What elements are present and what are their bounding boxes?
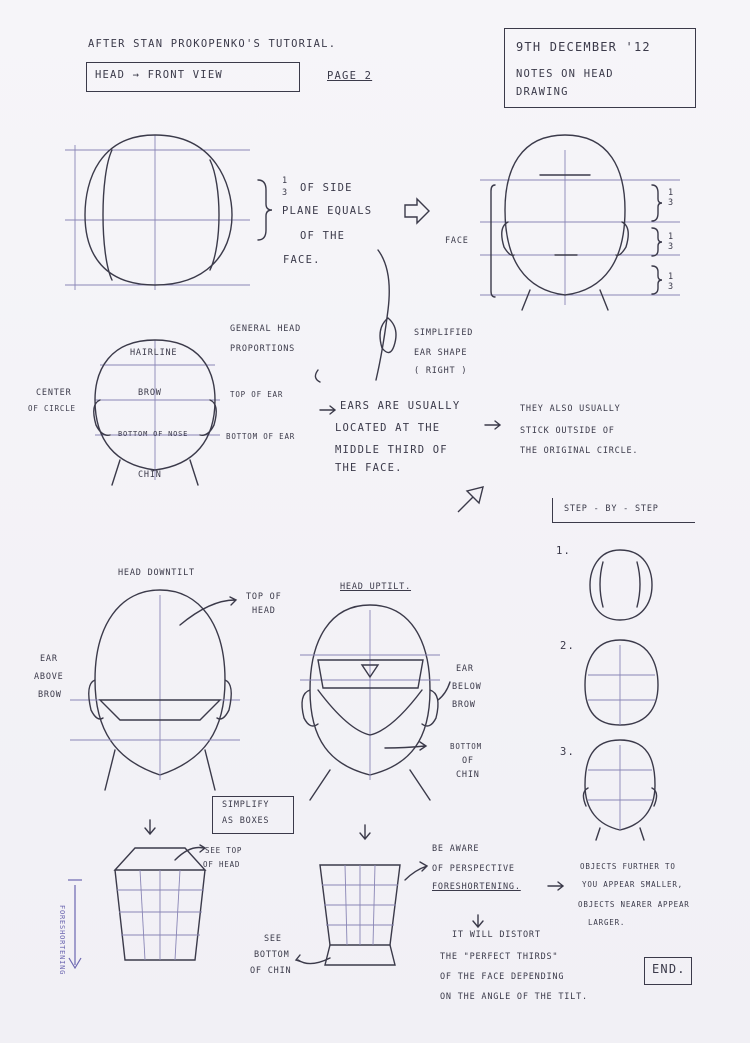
- distort-3: OF THE FACE DEPENDING: [440, 972, 565, 982]
- page-number: PAGE 2: [327, 70, 373, 82]
- ears-note-3: MIDDLE THIRD OF: [335, 444, 448, 456]
- top-head-1: TOP OF: [246, 592, 282, 602]
- objects-2: YOU APPEAR SMALLER,: [582, 880, 683, 889]
- distort-2: THE "PERFECT THIRDS": [440, 952, 559, 962]
- frac-bottom: 3: [282, 188, 288, 198]
- date-text: 9TH DECEMBER '12: [516, 40, 651, 54]
- face-label: FACE: [445, 236, 469, 246]
- distort-4: ON THE ANGLE OF THE TILT.: [440, 992, 588, 1002]
- third-3-num: 1: [668, 272, 674, 282]
- ear-shape-1: SIMPLIFIED: [414, 328, 474, 338]
- perspective-3: FORESHORTENING.: [432, 882, 521, 892]
- step-3-num: 3.: [560, 746, 576, 758]
- third-1-den: 3: [668, 198, 674, 208]
- perspective-2: OF PERSPECTIVE: [432, 864, 515, 874]
- proportions-head-sketch: [94, 340, 220, 485]
- distort-1: IT WILL DISTORT: [452, 930, 541, 940]
- ear-shape-3: ( RIGHT ): [414, 366, 468, 376]
- ear-below-1: EAR: [456, 664, 474, 674]
- objects-1: OBJECTS FURTHER TO: [580, 862, 676, 871]
- ears-outside-2: STICK OUTSIDE OF: [520, 426, 615, 436]
- chin-label: CHIN: [138, 470, 162, 480]
- see-top-2: OF HEAD: [203, 860, 241, 869]
- simplify-1: SIMPLIFY: [222, 800, 270, 810]
- side-plane-line-4: FACE.: [283, 254, 321, 266]
- see-bottom-2: BOTTOM: [254, 950, 290, 960]
- simplify-2: AS BOXES: [222, 816, 270, 826]
- ear-below-2: BELOW: [452, 682, 482, 692]
- perspective-1: BE AWARE: [432, 844, 480, 854]
- hairline-label: HAIRLINE: [130, 348, 178, 358]
- third-1-num: 1: [668, 188, 674, 198]
- ear-shape-2: EAR SHAPE: [414, 348, 468, 358]
- step-1-num: 1.: [556, 545, 572, 557]
- see-bottom-1: SEE: [264, 934, 282, 944]
- third-2-num: 1: [668, 232, 674, 242]
- top-ear-label: TOP OF EAR: [230, 390, 284, 399]
- ears-note-4: THE FACE.: [335, 462, 403, 474]
- brow-label: BROW: [138, 388, 162, 398]
- bottom-ear-label: BOTTOM OF EAR: [226, 432, 296, 441]
- third-3-den: 3: [668, 282, 674, 292]
- uptilt-head-sketch: [300, 605, 450, 800]
- credit-text: AFTER STAN PROKOPENKO'S TUTORIAL.: [88, 38, 337, 50]
- downtilt-box-sketch: [115, 845, 205, 960]
- ears-note-2: LOCATED AT THE: [335, 422, 441, 434]
- side-plane-line-3: OF THE: [300, 230, 346, 242]
- arrow-right-icon: [405, 199, 429, 223]
- center-label-1: CENTER: [36, 388, 72, 398]
- foreshortening-vertical: FORESHORTENING: [58, 905, 66, 976]
- bottom-chin-1: BOTTOM: [450, 742, 482, 751]
- frac-top: 1: [282, 176, 288, 186]
- ears-note-1: EARS ARE USUALLY: [340, 400, 461, 412]
- objects-4: LARGER.: [588, 918, 626, 927]
- uptilt-box-sketch: [296, 862, 427, 965]
- bottom-chin-2: OF: [462, 756, 474, 766]
- arrow-down-left-icon: [458, 487, 483, 512]
- step-heads-sketch: [583, 550, 658, 840]
- front-view-head-sketch: [65, 135, 250, 290]
- bottom-chin-3: CHIN: [456, 770, 480, 780]
- proportions-title-2: PROPORTIONS: [230, 344, 296, 354]
- see-top-1: SEE TOP: [205, 846, 243, 855]
- side-plane-line-2: PLANE EQUALS: [282, 205, 373, 217]
- ear-below-3: BROW: [452, 700, 476, 710]
- objects-3: OBJECTS NEARER APPEAR: [578, 900, 690, 909]
- center-label-2: OF CIRCLE: [28, 404, 76, 413]
- notes-line-2: DRAWING: [516, 86, 569, 98]
- ear-above-2: ABOVE: [34, 672, 64, 682]
- topic-text: HEAD → FRONT VIEW: [95, 69, 223, 81]
- top-head-2: HEAD: [252, 606, 276, 616]
- front-view-face-sketch: [480, 135, 680, 310]
- steps-title: STEP - BY - STEP: [564, 504, 659, 514]
- end-text: END.: [652, 962, 686, 976]
- third-2-den: 3: [668, 242, 674, 252]
- downtilt-label: HEAD DOWNTILT: [118, 568, 195, 578]
- ears-outside-1: THEY ALSO USUALLY: [520, 404, 621, 414]
- see-bottom-3: OF CHIN: [250, 966, 292, 976]
- notes-line-1: NOTES ON HEAD: [516, 68, 614, 80]
- ear-above-1: EAR: [40, 654, 58, 664]
- step-2-num: 2.: [560, 640, 576, 652]
- ears-outside-3: THE ORIGINAL CIRCLE.: [520, 446, 639, 456]
- uptilt-label: HEAD UPTILT.: [340, 582, 412, 592]
- proportions-title-1: GENERAL HEAD: [230, 324, 302, 334]
- ear-above-3: BROW: [38, 690, 62, 700]
- downtilt-head-sketch: [70, 590, 240, 790]
- side-plane-line-1: OF SIDE: [300, 182, 353, 194]
- bottom-nose-label: BOTTOM OF NOSE: [118, 430, 189, 438]
